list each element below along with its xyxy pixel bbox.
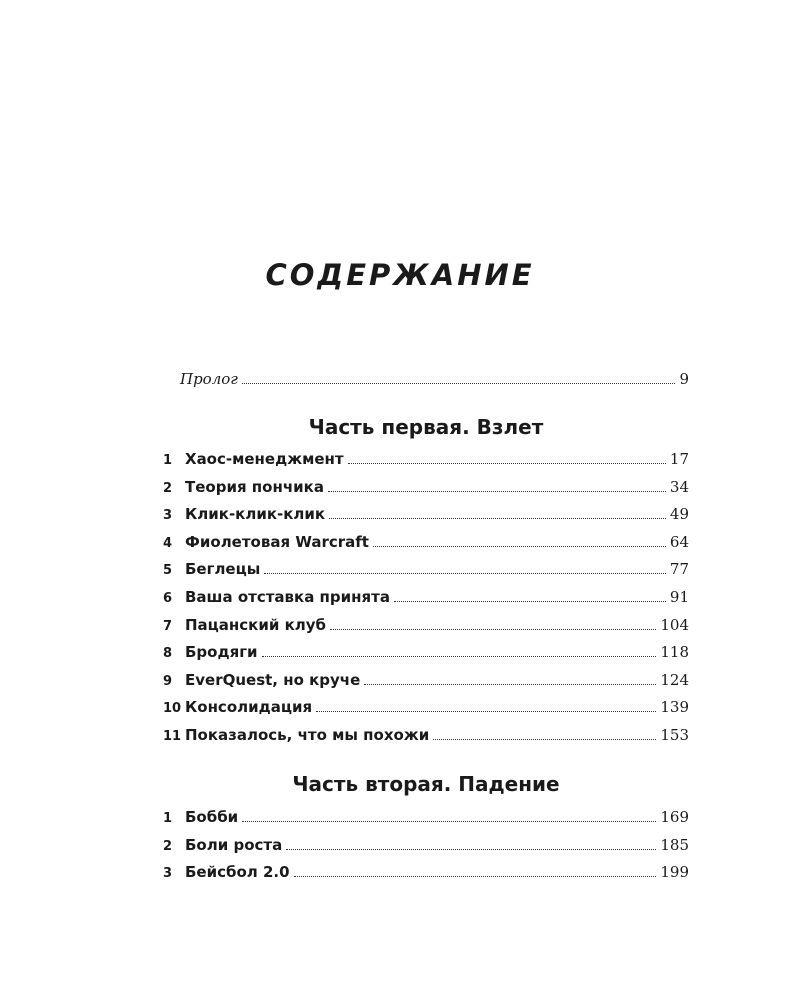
dot-leader — [264, 572, 666, 574]
prologue-page: 9 — [679, 370, 689, 388]
chapter-title: Хаос-менеджмент — [185, 450, 344, 468]
chapter-title: Консолидация — [185, 698, 313, 717]
chapter-page: 153 — [660, 725, 689, 744]
chapter-number: 8 — [163, 646, 173, 662]
part-one-chapter-list — [163, 450, 689, 754]
dot-leader — [294, 875, 657, 877]
toc-entry[interactable] — [163, 450, 689, 478]
chapter-page: 118 — [660, 643, 689, 662]
chapter-page: 77 — [669, 560, 689, 579]
dot-leader — [364, 683, 656, 685]
toc-entry[interactable] — [163, 643, 689, 671]
chapter-page: 169 — [660, 808, 689, 826]
chapter-title: EverQuest, но круче — [185, 670, 361, 689]
chapter-number: 2 — [163, 480, 173, 496]
chapter-page: 64 — [669, 532, 689, 551]
dot-leader — [286, 848, 656, 850]
chapter-number: 9 — [163, 673, 173, 689]
part-two-heading: Часть вторая. Падение — [292, 772, 560, 796]
toc-entry[interactable] — [163, 836, 689, 864]
chapter-number: 3 — [163, 508, 173, 524]
toc-entry[interactable] — [163, 588, 689, 616]
dot-leader — [242, 382, 676, 384]
dot-leader — [348, 462, 666, 464]
toc-entry[interactable] — [163, 478, 689, 506]
dot-leader — [242, 820, 656, 822]
chapter-title: Бейсбол 2.0 — [185, 863, 290, 882]
chapter-page: 104 — [660, 615, 689, 634]
chapter-number: 4 — [163, 535, 173, 551]
chapter-page: 17 — [669, 450, 689, 468]
toc-entry[interactable] — [163, 808, 689, 836]
chapter-title: Клик-клик-клик — [185, 505, 326, 524]
toc-entry[interactable] — [163, 560, 689, 588]
chapter-page: 91 — [669, 587, 689, 606]
dot-leader — [316, 710, 656, 712]
chapter-number: 3 — [163, 866, 173, 882]
part-two-chapter-list — [163, 808, 689, 891]
toc-entry[interactable] — [163, 698, 689, 726]
part-one-heading: Часть первая. Взлет — [308, 415, 544, 439]
page-title: СОДЕРЖАНИЕ — [265, 258, 535, 292]
toc-entry[interactable] — [163, 616, 689, 644]
chapter-page: 124 — [660, 670, 689, 689]
chapter-title: Боли роста — [185, 835, 283, 854]
dot-leader — [329, 517, 666, 519]
dot-leader — [262, 655, 657, 657]
chapter-title: Ваша отставка принята — [185, 587, 390, 606]
toc-entry[interactable] — [163, 533, 689, 561]
toc-entry[interactable] — [163, 671, 689, 699]
chapter-page: 34 — [669, 477, 689, 496]
chapter-number: 10 — [163, 701, 182, 717]
chapter-title: Беглецы — [185, 560, 261, 579]
chapter-title: Бобби — [185, 808, 239, 826]
chapter-title: Бродяги — [185, 643, 258, 662]
dot-leader — [373, 545, 666, 547]
chapter-number: 6 — [163, 590, 173, 606]
chapter-number: 7 — [163, 618, 173, 634]
prologue-label: Пролог — [180, 370, 238, 388]
toc-entry-prologue[interactable] — [180, 370, 689, 388]
chapter-number: 2 — [163, 838, 173, 854]
chapter-title: Теория пончика — [185, 477, 324, 496]
chapter-number: 11 — [163, 728, 182, 744]
dot-leader — [328, 490, 666, 492]
dot-leader — [394, 600, 666, 602]
dot-leader — [330, 628, 656, 630]
chapter-page: 185 — [660, 835, 689, 854]
toc-entry[interactable] — [163, 726, 689, 754]
toc-entry[interactable] — [163, 505, 689, 533]
chapter-title: Показалось, что мы похожи — [185, 725, 430, 744]
chapter-page: 49 — [669, 505, 689, 524]
chapter-title: Пацанский клуб — [185, 615, 327, 634]
chapter-number: 5 — [163, 563, 173, 579]
toc-entry[interactable] — [163, 863, 689, 891]
chapter-title: Фиолетовая Warcraft — [185, 532, 369, 551]
dot-leader — [433, 738, 656, 740]
chapter-page: 199 — [660, 863, 689, 882]
chapter-page: 139 — [660, 698, 689, 717]
chapter-number: 1 — [163, 453, 173, 468]
chapter-number: 1 — [163, 811, 173, 826]
